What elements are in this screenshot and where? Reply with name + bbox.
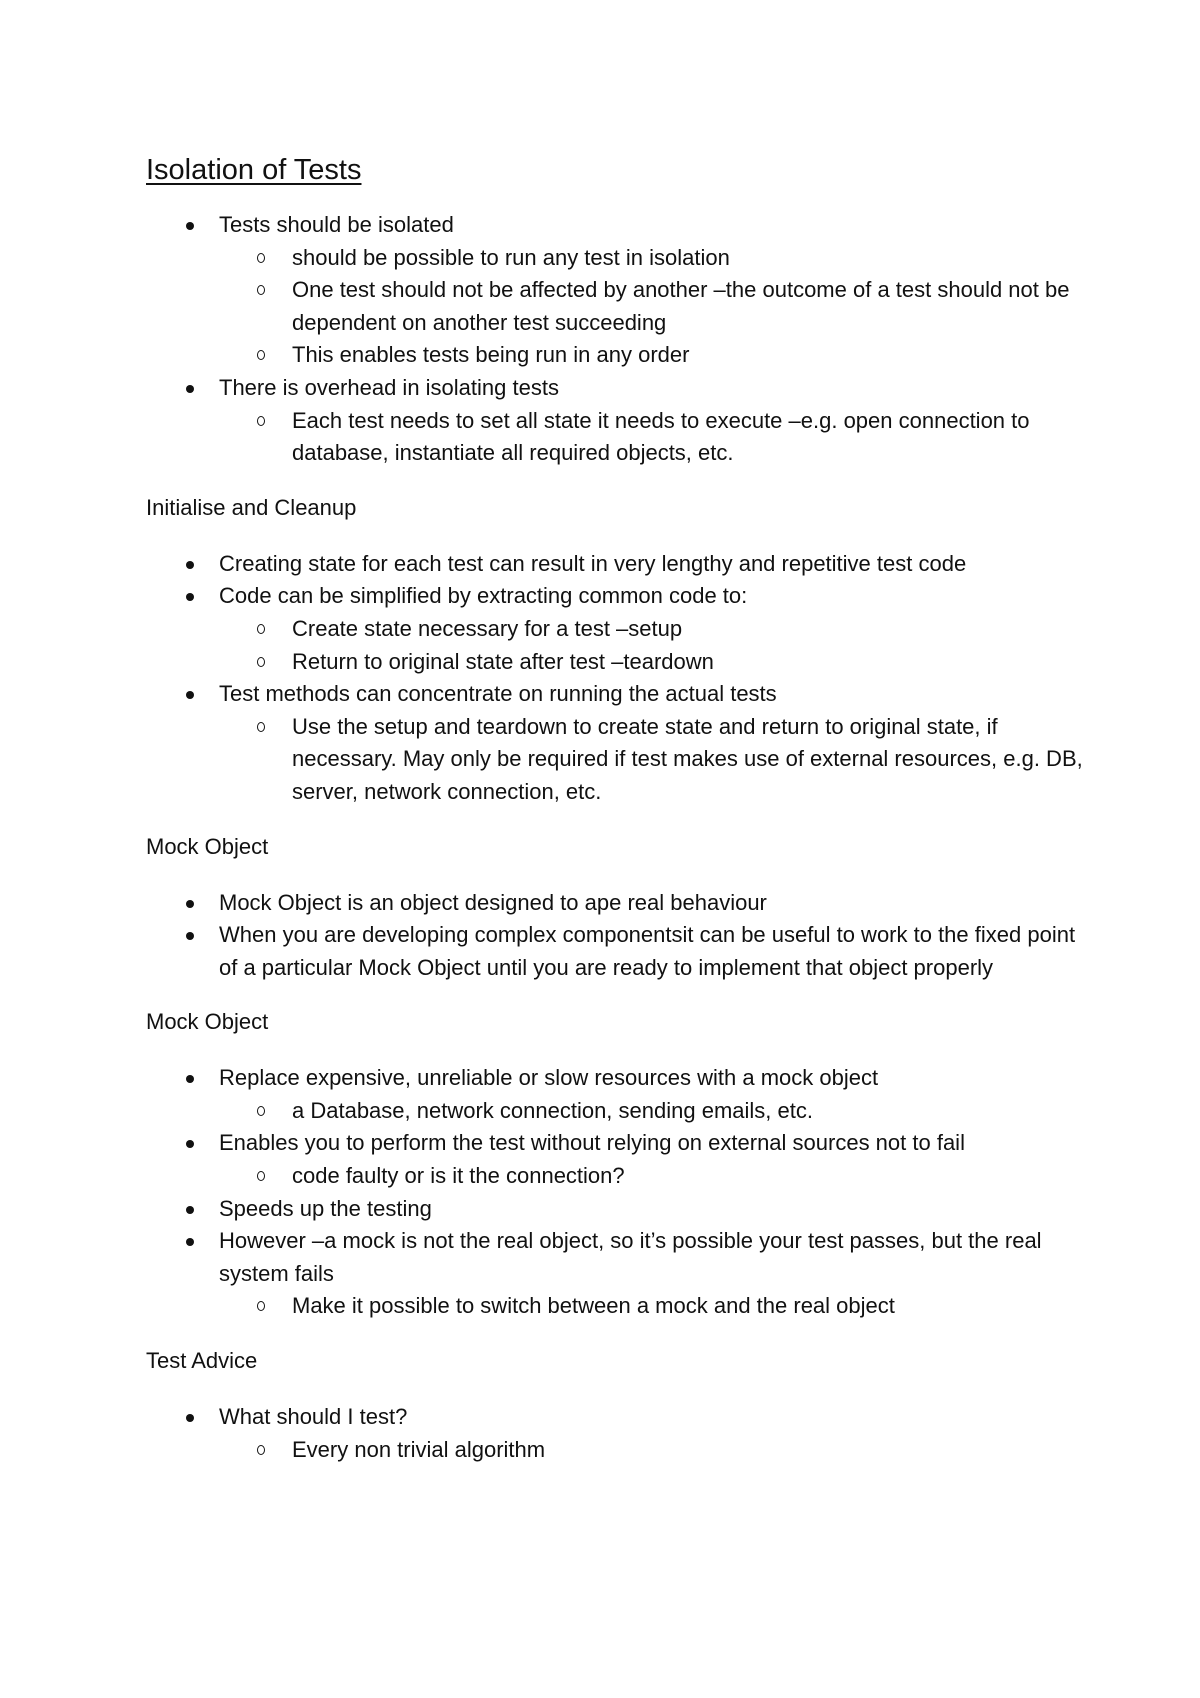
list-item-text: Tests should be isolated <box>219 212 454 237</box>
bullet-dot-icon <box>186 1075 194 1083</box>
sub-list-item-text: This enables tests being run in any order <box>292 342 690 368</box>
sub-list-item-text: Every non trivial algorithm <box>292 1436 546 1462</box>
document-content <box>146 150 1086 1466</box>
list-item <box>146 887 1086 920</box>
list-item-text: Creating state for each test can result in very lengthy and repetitive test code <box>219 550 967 576</box>
list-item <box>146 1127 1086 1192</box>
sub-bullet-list <box>219 1290 1086 1323</box>
sub-list-item-text: Each test needs to set all state it needs to execute –e.g. open connection to database, instantiate all required objects, etc. <box>292 407 1030 466</box>
document-title: Isolation of Tests <box>146 154 362 186</box>
bullet-circle-icon <box>257 1106 265 1116</box>
bullet-dot-icon <box>186 385 194 393</box>
list-item-text: Mock Object is an object designed to ape real behaviour <box>219 889 767 915</box>
bullet-circle-icon <box>257 657 265 667</box>
list-item <box>146 548 1086 581</box>
bullet-dot-icon <box>186 1206 194 1214</box>
list-item-text: When you are developing complex componentsit can be useful to work to the fixed point of a particular Mock Object until you are ready to implement that object properly <box>219 922 1076 980</box>
list-item <box>146 372 1086 470</box>
sub-bullet-list <box>219 1095 1086 1128</box>
list-item <box>146 1401 1086 1466</box>
sub-list-item <box>146 1290 1086 1323</box>
sub-list-item <box>146 646 1086 679</box>
sub-list-item-text: a Database, network connection, sending emails, etc. <box>292 1097 813 1123</box>
sub-list-item <box>146 711 1086 809</box>
sub-list-item-text: should be possible to run any test in isolation <box>292 244 730 270</box>
sub-bullet-list <box>219 1160 1086 1193</box>
list-item <box>146 1193 1086 1226</box>
list-item <box>146 580 1086 678</box>
sub-list-item-text: Create state necessary for a test –setup <box>292 615 683 641</box>
sub-list-item <box>146 613 1086 646</box>
bullet-dot-icon <box>186 932 194 940</box>
sub-bullet-list <box>219 711 1086 809</box>
bullet-list <box>146 1062 1086 1323</box>
section-heading: Mock Object <box>146 1009 269 1035</box>
list-item-text: There is overhead in isolating tests <box>219 374 559 400</box>
bullet-dot-icon <box>186 1414 194 1422</box>
sub-list-item-text: One test should not be affected by another –the outcome of a test should not be dependent on another test succeeding <box>292 277 1070 335</box>
sub-list-item <box>146 274 1086 339</box>
list-item <box>146 1062 1086 1127</box>
bullet-circle-icon <box>257 416 265 426</box>
list-item <box>146 919 1086 984</box>
sub-list-item <box>146 242 1086 275</box>
sub-list-item-text: Use the setup and teardown to create state and return to original state, if necessary. May only be required if test makes use of external resources, e.g. DB, server, network connection, etc. <box>292 713 1083 804</box>
bullet-dot-icon <box>186 593 194 601</box>
list-item-text: What should I test? <box>219 1404 408 1430</box>
sub-list-item <box>146 1434 1086 1467</box>
sub-list-item <box>146 1095 1086 1128</box>
sub-bullet-list <box>219 405 1086 470</box>
list-item <box>146 1225 1086 1323</box>
sub-list-item-text: Make it possible to switch between a mock and the real object <box>292 1293 895 1319</box>
bullet-circle-icon <box>257 1445 265 1455</box>
section-heading: Test Advice <box>146 1348 258 1374</box>
sub-bullet-list <box>219 242 1086 372</box>
bullet-list <box>146 548 1086 809</box>
bullet-dot-icon <box>186 691 194 699</box>
section-heading: Initialise and Cleanup <box>146 494 357 520</box>
bullet-circle-icon <box>257 624 265 634</box>
list-item <box>146 678 1086 808</box>
list-item-text: Test methods can concentrate on running the actual tests <box>219 681 777 707</box>
sub-list-item <box>146 1160 1086 1193</box>
sub-bullet-list <box>219 1434 1086 1467</box>
bullet-circle-icon <box>257 1301 265 1311</box>
bullet-dot-icon <box>186 561 194 569</box>
list-item <box>146 209 1086 372</box>
bullet-dot-icon <box>186 1238 194 1246</box>
list-item-text: Enables you to perform the test without relying on external sources not to fail <box>219 1130 965 1156</box>
sub-list-item <box>146 339 1086 372</box>
bullet-circle-icon <box>257 722 265 732</box>
list-item-text: Replace expensive, unreliable or slow resources with a mock object <box>219 1065 879 1091</box>
bullet-circle-icon <box>257 350 265 360</box>
bullet-circle-icon <box>257 1171 265 1181</box>
bullet-dot-icon <box>186 1140 194 1148</box>
section-heading: Mock Object <box>146 833 269 859</box>
list-item-text: Speeds up the testing <box>219 1195 432 1221</box>
bullet-dot-icon <box>186 222 194 230</box>
sub-list-item <box>146 405 1086 470</box>
bullet-dot-icon <box>186 900 194 908</box>
bullet-list <box>146 1401 1086 1466</box>
bullet-list <box>146 209 1086 470</box>
list-item-text: Code can be simplified by extracting common code to: <box>219 583 748 609</box>
bullet-list <box>146 887 1086 985</box>
list-item-text: However –a mock is not the real object, so it’s possible your test passes, but the real system fails <box>219 1228 1042 1286</box>
bullet-circle-icon <box>257 253 265 263</box>
sub-list-item-text: Return to original state after test –teardown <box>292 648 714 674</box>
sub-list-item-text: code faulty or is it the connection? <box>292 1163 625 1189</box>
sub-bullet-list <box>219 613 1086 678</box>
bullet-circle-icon <box>257 285 265 295</box>
